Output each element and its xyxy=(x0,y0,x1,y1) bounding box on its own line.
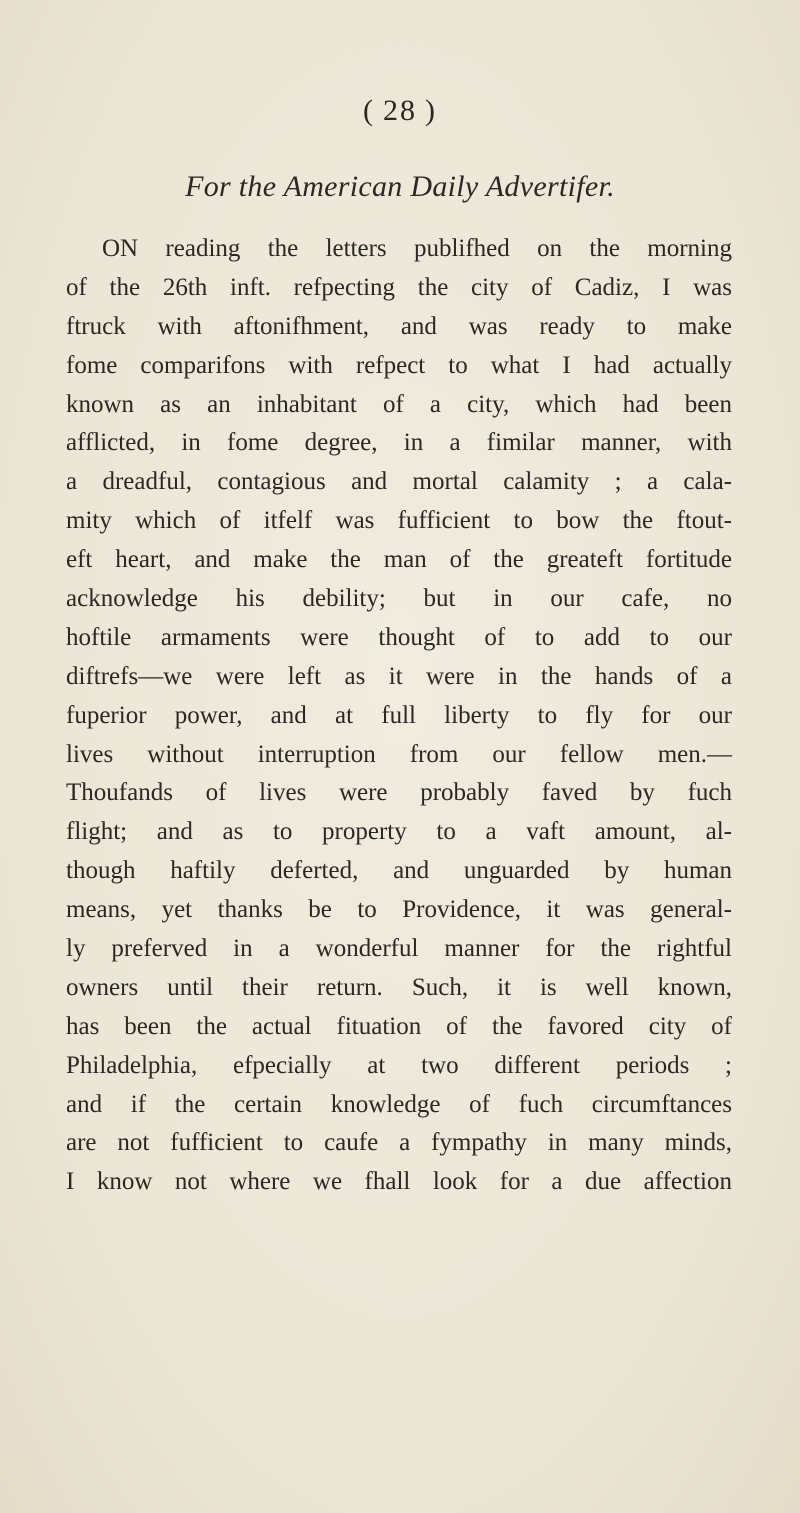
text-line: of the 26th inft. refpecting the city of Cadiz, I was xyxy=(66,273,732,301)
page-number-value: 28 xyxy=(383,94,417,127)
page-number-open: ( xyxy=(363,94,375,127)
text-line: has been the actual fituation of the favored city of xyxy=(66,1012,732,1040)
text-line: though haftily deferted, and unguarded by human xyxy=(66,857,732,885)
text-line: I know not where we fhall look for a due affection xyxy=(66,1168,732,1196)
text-line: ftruck with aftonifhment, and was ready to make xyxy=(66,312,732,340)
text-line: hoftile armaments were thought of to add to our xyxy=(66,623,732,651)
text-line: flight; and as to property to a vaft amount, al- xyxy=(66,818,732,846)
text-line: fuperior power, and at full liberty to fly for our xyxy=(66,701,732,729)
article-heading: For the American Daily Advertifer. xyxy=(185,170,615,203)
text-line: mity which of itfelf was fufficient to bow the ftout- xyxy=(66,507,732,535)
text-line: Philadelphia, efpecially at two different periods ; xyxy=(66,1051,732,1079)
article-body xyxy=(66,230,732,1202)
text-line: owners until their return. Such, it is well known, xyxy=(66,973,732,1001)
text-line: afflicted, in fome degree, in a fimilar manner, with xyxy=(66,429,732,457)
text-line: lives without interruption from our fellow men.— xyxy=(66,740,732,768)
text-line: and if the certain knowledge of fuch circumftances xyxy=(66,1090,732,1118)
text-line: eft heart, and make the man of the greateft fortitude xyxy=(66,546,732,574)
text-line: Thoufands of lives were probably faved by fuch xyxy=(66,779,732,807)
page-number xyxy=(0,94,800,128)
text-line: are not fufficient to caufe a fympathy in many minds, xyxy=(66,1129,732,1157)
page-number-close: ) xyxy=(425,94,437,127)
text-line: acknowledge his debility; but in our cafe, no xyxy=(66,585,732,613)
text-line: diftrefs—we were left as it were in the hands of a xyxy=(66,662,732,690)
text-line: ON reading the letters publifhed on the morning xyxy=(102,235,732,262)
text-line: a dreadful, contagious and mortal calamity ; a cala- xyxy=(66,468,732,496)
text-line: known as an inhabitant of a city, which had been xyxy=(66,390,732,418)
text-line: fome comparifons with refpect to what I had actually xyxy=(66,351,732,379)
text-line: ly preferved in a wonderful manner for the rightful xyxy=(66,935,732,963)
text-line: means, yet thanks be to Providence, it was general- xyxy=(66,896,732,924)
